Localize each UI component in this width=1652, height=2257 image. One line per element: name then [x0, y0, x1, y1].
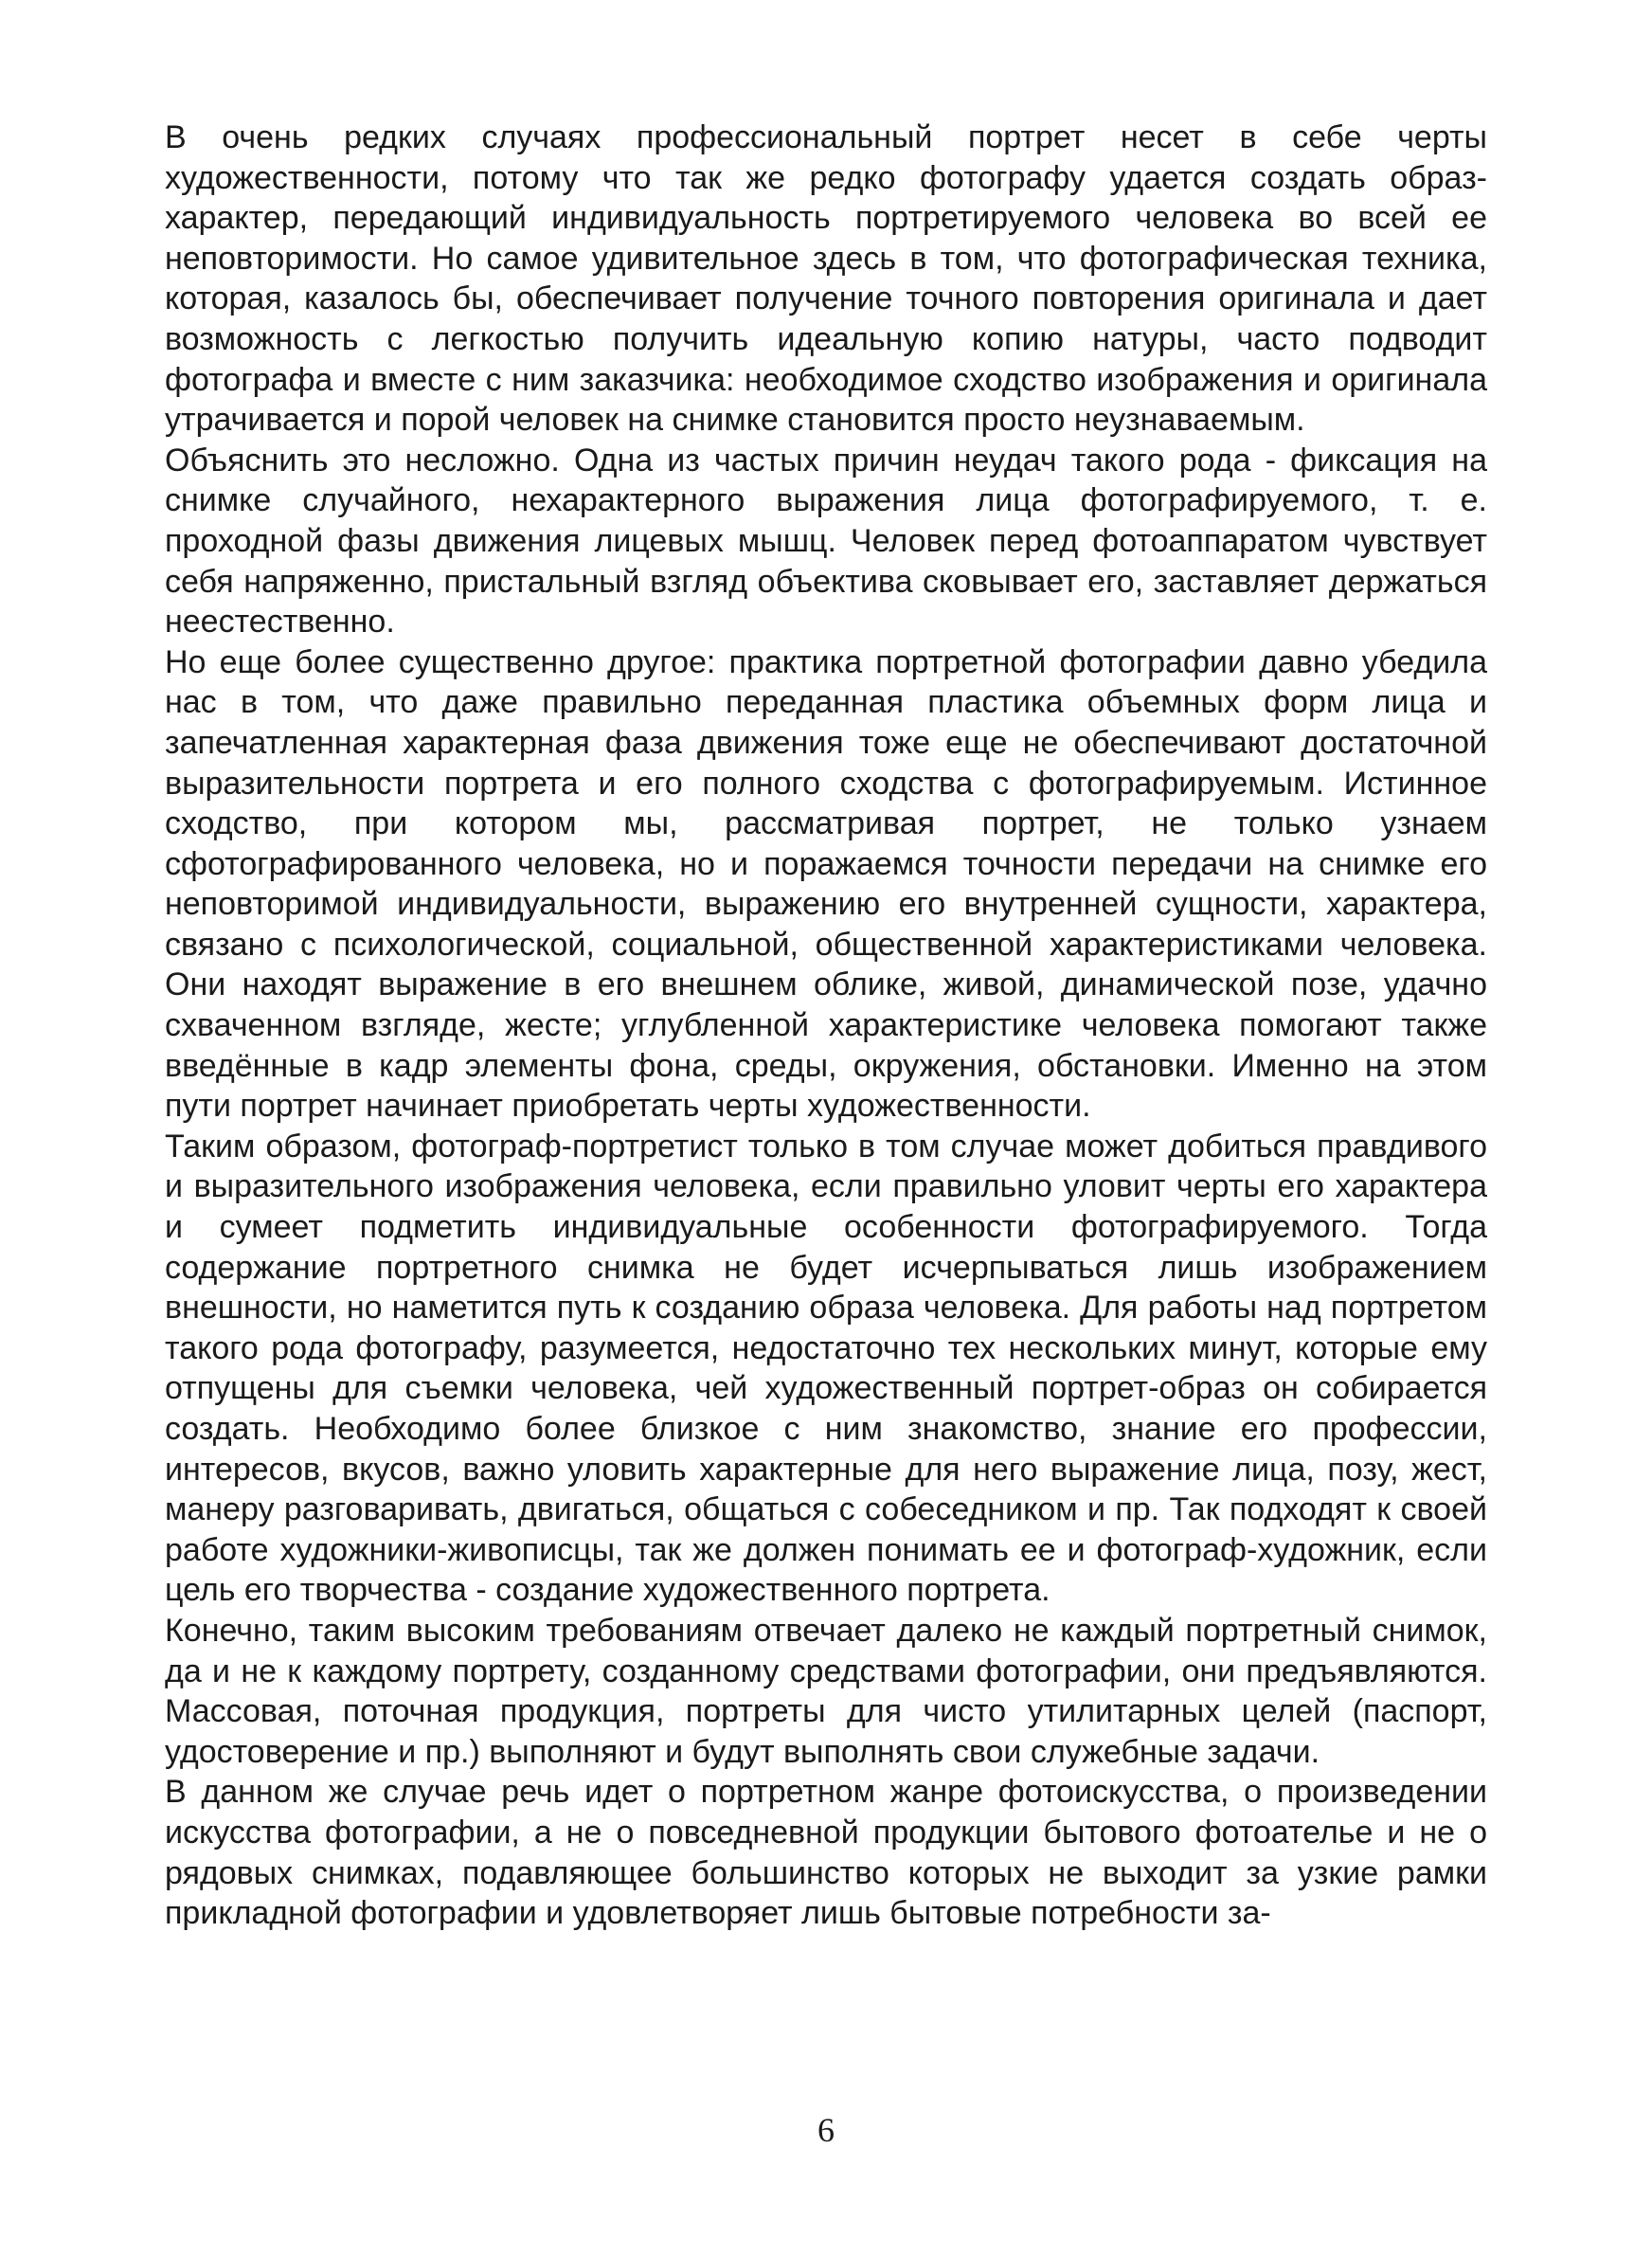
- paragraph-2: Объяснить это несложно. Одна из частых причин неудач такого рода - фиксация на снимке случайного, нехарактерного выражения лица фотографируемого, т. е. проходной фазы движения лицевых мышц. Человек перед фотоаппаратом чувствует себя напряженно, пристальный взгляд объектива сковывает его, заставляет держаться неестественно.: [165, 442, 1487, 641]
- body-text: [165, 117, 1487, 1934]
- page-number: 6: [817, 2111, 835, 2149]
- paragraph-6: В данном же случае речь идет о портретном жанре фотоискусства, о произведении искусства фотографии, а не о повседневной продукции бытового фотоателье и не о рядовых снимках, подавляющее большинство которых не выходит за узкие рамки прикладной фотографии и удовлетворяет лишь бытовые потребности за-: [165, 1774, 1487, 1932]
- paragraph-1: В очень редких случаях профессиональный портрет несет в себе черты художественности, потому что так же редко фотографу удается создать образ-характер, передающий индивидуальность портретируемого человека во всей ее неповторимости. Но самое удивительное здесь в том, что фотографическая техника, которая, казалось бы, обеспечивает получение точного повторения оригинала и дает возможность с легкостью получить идеальную копию натуры, часто подводит фотографа и вместе с ним заказчика: необходимое сходство изображения и оригинала утрачивается и порой человек на снимке становится просто неузнаваемым.: [165, 119, 1487, 439]
- paragraph-3: Но еще более существенно другое: практика портретной фотографии давно убедила нас в том, что даже правильно переданная пластика объемных форм лица и запечатленная характерная фаза движения тоже еще не обеспечивают достаточной выразительности портрета и его полного сходства с фотографируемым. Истинное сходство, при котором мы, рассматривая портрет, не только узнаем сфотографированного человека, но и поражаемся точности передачи на снимке его неповторимой индивидуальности, выражению его внутренней сущности, характера, связано с психологической, социальной, общественной характеристиками человека. Они находят выражение в его внешнем облике, живой, динамической позе, удачно схваченном взгляде, жесте; углубленной характеристике человека помогают также введённые в кадр элементы фона, среды, окружения, обстановки. Именно на этом пути портрет начинает приобретать черты художественности.: [165, 643, 1487, 1125]
- paragraph-5: Конечно, таким высоким требованиям отвечает далеко не каждый портретный снимок, да и не к каждому портрету, созданному средствами фотографии, они предъявляются. Массовая, поточная продукция, портреты для чисто утилитарных целей (паспорт, удостоверение и пр.) выполняют и будут выполнять свои служебные задачи.: [165, 1612, 1487, 1770]
- paragraph-4: Таким образом, фотограф-портретист только в том случае может добиться правдивого и выразительного изображения человека, если правильно уловит черты его характера и сумеет подметить индивидуальные особенности фотографируемого. Тогда содержание портретного снимка не будет исчерпываться лишь изображением внешности, но наметится путь к созданию образа человека. Для работы над портретом такого рода фотографу, разумеется, недостаточно тех нескольких минут, которые ему отпущены для съемки человека, чей художественный портрет-образ он собирается создать. Необходимо более близкое с ним знакомство, знание его профессии, интересов, вкусов, важно уловить характерные для него выражение лица, позу, жест, манеру разговаривать, двигаться, общаться с собеседником и пр. Так подходят к своей работе художники-живописцы, так же должен понимать ее и фотограф-художник, если цель его творчества - создание художественного портрета.: [165, 1128, 1487, 1609]
